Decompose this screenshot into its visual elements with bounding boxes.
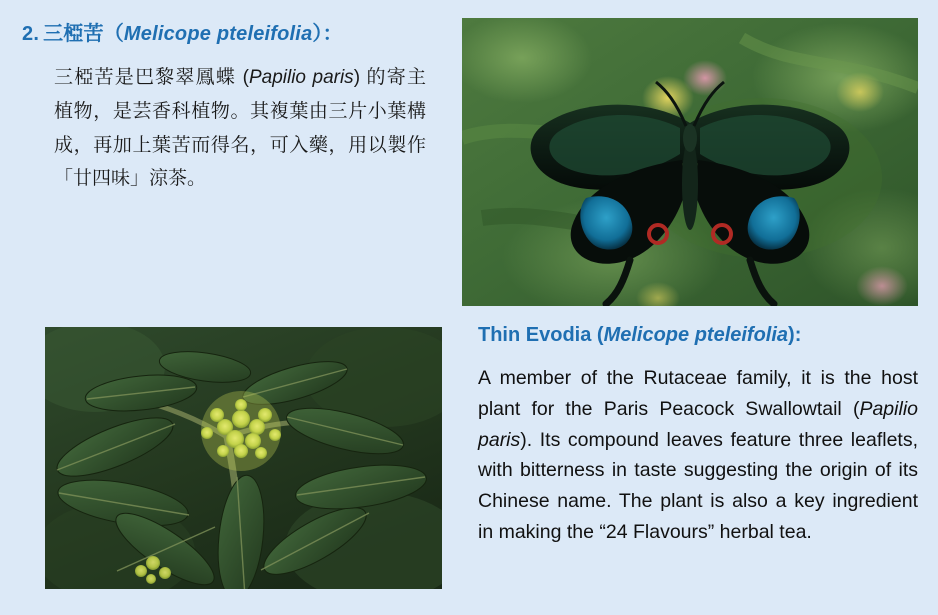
plant-photo [45, 327, 442, 589]
english-heading-title: Thin Evodia ( [478, 324, 604, 346]
chinese-heading-colon: ： [322, 23, 343, 45]
butterfly-photo [462, 18, 918, 306]
english-heading-end: ): [788, 324, 802, 346]
chinese-heading-scientific-name: Melicope pteleifolia [123, 23, 313, 45]
english-heading [478, 322, 918, 348]
english-section [478, 322, 918, 548]
chinese-body-text [54, 61, 426, 196]
english-body-part2: ). Its compound leaves feature three leaflets, with bitterness in taste suggesting the origin of its Chinese name. The plant is also a key ingredient in making the “24 Flavours” herbal tea. [478, 428, 918, 543]
plant-photo-graphic [45, 327, 442, 589]
english-body-part1: A member of the Rutaceae family, it is the host plant for the Paris Peacock Swallowtail ( [478, 367, 918, 420]
chinese-heading-number: 2. [22, 23, 40, 45]
chinese-body-part1: 三椏苦是巴黎翠鳳蝶 ( [54, 67, 249, 88]
chinese-body-scientific-name: Papilio paris [248, 67, 354, 88]
chinese-section [22, 22, 442, 196]
butterfly-photo-graphic [462, 18, 918, 306]
chinese-heading-title: 三椏苦 [43, 23, 104, 45]
chinese-heading [22, 22, 442, 47]
english-heading-scientific-name: Melicope pteleifolia [603, 324, 789, 346]
chinese-body-part2: ) 的寄主植物，是芸香科植物。其複葉由三片小葉構成，再加上葉苦而得名，可入藥，用以製作「廿四味」涼茶。 [54, 67, 426, 190]
chinese-heading-bracket-close: ） [312, 23, 323, 45]
english-body-text [478, 363, 918, 548]
chinese-heading-bracket-open: （ [103, 23, 124, 45]
english-body-scientific-name: Papilio paris [478, 397, 918, 451]
